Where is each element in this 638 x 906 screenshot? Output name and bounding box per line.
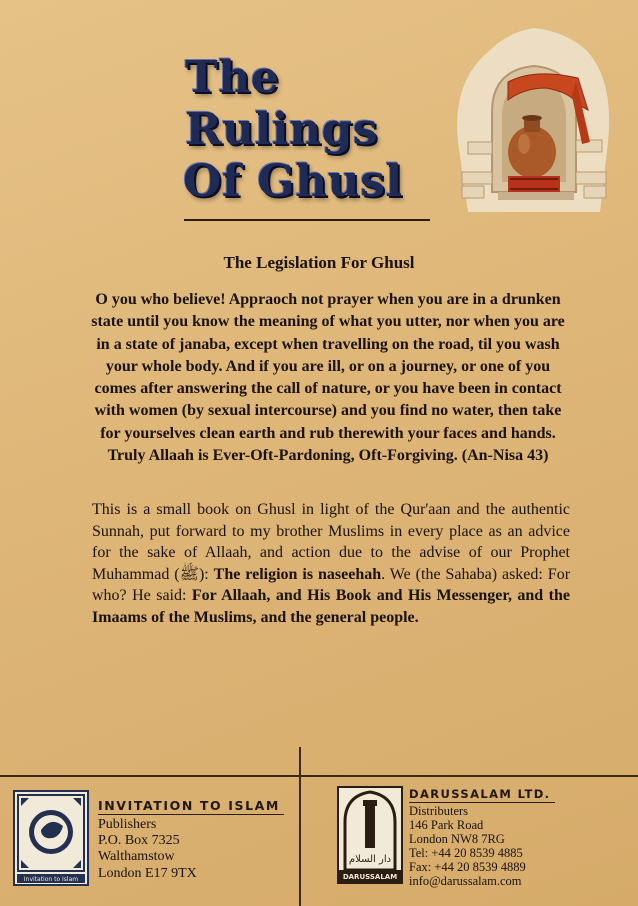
window-water-jug-illustration bbox=[448, 22, 616, 222]
darussalam-logo bbox=[337, 786, 403, 884]
publisher-right-line: Distributers bbox=[409, 804, 469, 818]
publisher-left-address bbox=[98, 817, 197, 882]
intro-text-1: This is a small book on Ghusl in light of the Qur'aan and the authentic Sunnah, put forward to my brother Muslims in every place as an advice for the sake of Allaah, and action due to the advise of our Prophet Muhammad (ﷺ): bbox=[92, 501, 570, 583]
intro-bold-1: The religion is naseehah bbox=[213, 565, 382, 583]
title-line-3: Of Ghusl bbox=[183, 156, 403, 207]
intro-bold-2: For Allaah, and His Book and His Messenger, and the Imaams of the Muslims, and the general people. bbox=[92, 587, 570, 626]
publisher-right-line: 146 Park Road bbox=[409, 817, 484, 832]
footer-column-divider bbox=[299, 747, 301, 906]
book-title bbox=[183, 52, 433, 208]
publisher-right-address bbox=[409, 805, 526, 888]
title-underline bbox=[184, 219, 430, 221]
publisher-right-line: Fax: +44 20 8539 4889 bbox=[409, 859, 526, 874]
publisher-left-line: P.O. Box 7325 bbox=[98, 833, 180, 849]
publisher-right-line: Tel: +44 20 8539 4885 bbox=[409, 845, 523, 860]
publisher-left-line: Publishers bbox=[98, 817, 157, 832]
title-line-2: Rulings bbox=[185, 104, 379, 155]
invitation-to-islam-logo bbox=[13, 790, 89, 886]
title-line-1: The bbox=[185, 52, 280, 103]
publisher-right-line: London NW8 7RG bbox=[409, 831, 505, 846]
publisher-left-name: INVITATION TO ISLAM bbox=[98, 798, 280, 813]
darussalam-logo-caption: DARUSSALAM bbox=[342, 873, 398, 881]
publisher-left-underline bbox=[98, 814, 284, 815]
darussalam-logo-arabic: دار السلام bbox=[348, 854, 392, 865]
invitation-logo-caption: Invitation to Islam bbox=[23, 876, 79, 883]
footer-divider bbox=[0, 775, 638, 777]
publisher-right-underline bbox=[409, 802, 555, 803]
publisher-left-line: London E17 9TX bbox=[98, 865, 197, 881]
quran-verse: O you who believe! Appraoch not prayer when you are in a drunken state until you know the meaning of what you utter, nor when you are in a state of janaba, except when travelling on the road, til you wash your whole body. And if you are ill, or on a journey, or one of you comes after answering the call of nature, or you have been in contact with women (by sexual intercourse) and you find no water, then take for yourselves clean earth and rub therewith your faces and hands. Truly Allaah is Ever-Oft-Pardoning, Oft-Forgiving. (An-Nisa 43) bbox=[91, 291, 565, 465]
intro-paragraph bbox=[92, 499, 570, 629]
publisher-right-name: DARUSSALAM LTD. bbox=[409, 787, 551, 801]
section-heading: The Legislation For Ghusl bbox=[223, 253, 415, 272]
publisher-left-line: Walthamstow bbox=[98, 849, 175, 865]
intro-text-2: . We (the Sahaba) asked: For who? He said: bbox=[92, 565, 571, 605]
publisher-right-email[interactable]: info@darussalam.com bbox=[409, 873, 522, 888]
